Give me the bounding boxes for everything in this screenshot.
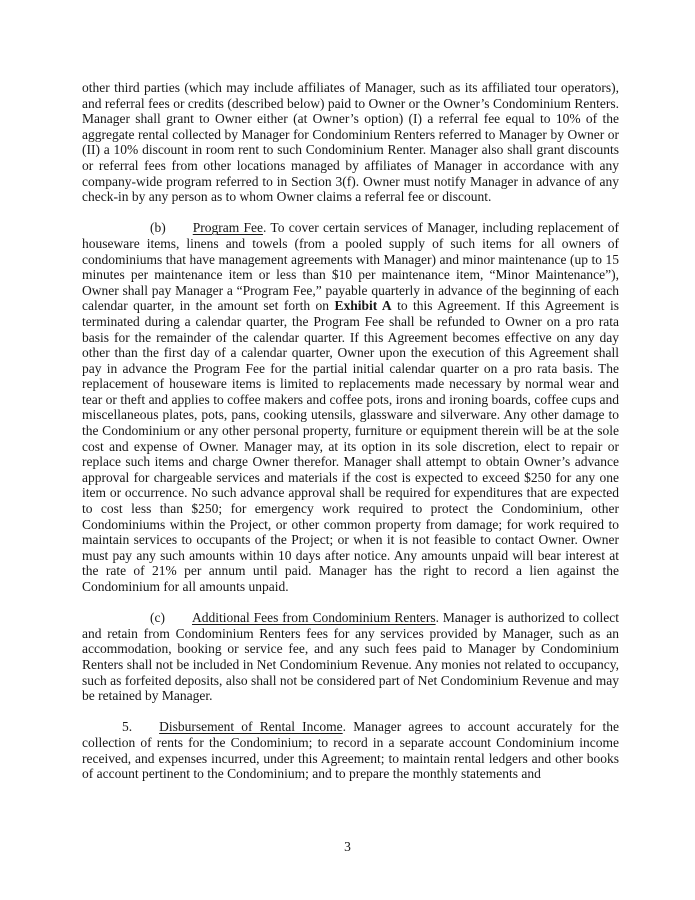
paragraph-c-additional-fees: (c) Additional Fees from Condominium Renters. Manager is authorized to collect and retain from Condominium Renters fees for any services provided by Manager, such as an accommodation, booking or service fee, and any such fees paid to Manager by Condominium Renters shall not be included in Net Condominium Revenue. Any monies not related to occupancy, such as forfeited deposits, also shall not be considered part of Net Condominium Revenue and may be retained by Manager. (82, 610, 619, 704)
paragraph-5-disbursement: 5. Disbursement of Rental Income. Manager agrees to account accurately for the collection of rents for the Condominium; to record in a separate account Condominium income received, and expenses incurred, under this Agreement; to maintain rental ledgers and other books of account pertinent to the Condominium; and to prepare the monthly statements and (82, 719, 619, 782)
paragraph-b-program-fee: (b) Program Fee. To cover certain services of Manager, including replacement of houseware items, linens and towels (from a pooled supply of such items for all owners of condominiums that have management agreements with Manager) and minor maintenance (up to 15 minutes per maintenance item or less than $10 per maintenance item, “Minor Maintenance”), Owner shall pay Manager a “Program Fee,” payable quarterly in advance of the beginning of each calendar quarter, in the amount set forth on Exhibit A to this Agreement. If this Agreement is terminated during a calendar quarter, the Program Fee shall be refunded to Owner on a pro rata basis for the remainder of the calendar quarter. If this Agreement becomes effective on any day other than the first day of a calendar quarter, Owner upon the execution of this Agreement shall pay in advance the Program Fee for the partial initial calendar quarter on a pro rata basis. The replacement of houseware items is limited to replacements made necessary by normal wear and tear or theft and applies to coffee makers and coffee pots, irons and ironing boards, coffee cups and miscellaneous plates, pots, pans, cooking utensils, glassware and silverware. Any other damage to the Condominium or any other personal property, furniture or equipment therein will be at the sole cost and expense of Owner. Manager may, at its option in its sole discretion, elect to repair or replace such items and charge Owner therefor. Manager shall attempt to obtain Owner’s advance approval for chargeable services and materials if the cost is expected to exceed $250 for any one item or occurrence. No such advance approval shall be required for expenditures that are expected to cost less than $250; for emergency work required to protect the Condominium, other Condominiums within the Project, or other common property from damage; for work required to maintain services to occupants of the Project; or when it is not feasible to contact Owner. Owner must pay any such amounts within 10 days after notice. Any amounts unpaid will bear interest at the rate of 21% per annum until paid. Manager has the right to record a lien against the Condominium for all amounts unpaid. (82, 220, 619, 594)
page-number: 3 (344, 839, 351, 854)
paragraph-referral-fees-continuation: other third parties (which may include affiliates of Manager, such as its affiliated tour operators), and referral fees or credits (described below) paid to Owner or the Owner’s Condominium Renters. Manager shall grant to Owner either (at Owner’s option) (I) a referral fee equal to 10% of the aggregate rental collected by Manager for Condominium Renters referred to Manager by Owner or (II) a 10% discount in room rent to such Condominium Renter. Manager also shall grant discounts or referral fees from other locations managed by affiliates of Manager in accordance with any company-wide program referred to in Section 3(f). Owner must notify Manager in advance of any check-in by any person as to whom Owner claims a referral fee or discount. (82, 80, 619, 205)
heading-additional-fees: Additional Fees from Condominium Renters (191, 610, 436, 626)
heading-program-fee: Program Fee (192, 220, 263, 236)
exhibit-a-reference: Exhibit A (334, 298, 392, 314)
document-body (82, 80, 619, 797)
heading-disbursement-of-rental-income: Disbursement of Rental Income (159, 719, 343, 735)
